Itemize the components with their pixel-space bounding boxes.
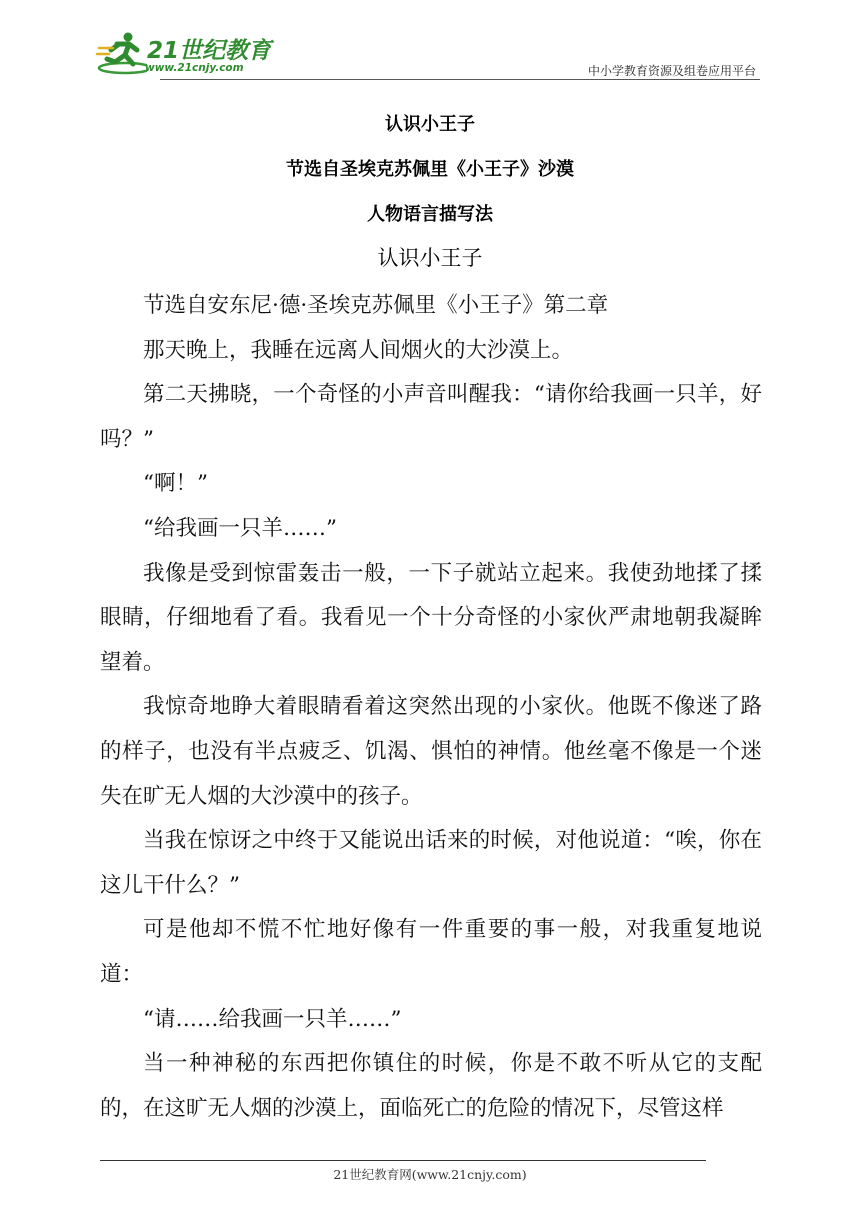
paragraph: 我像是受到惊雷轰击一般，一下子就站立起来。我使劲地揉了揉眼睛，仔细地看了看。我看见一个十分奇怪的小家伙严肃地朝我凝眸望着。 (100, 560, 762, 675)
paragraph: 节选自安东尼·德·圣埃克苏佩里《小王子》第二章 (143, 293, 609, 318)
heading-1: 认识小王子 (385, 114, 475, 135)
footer-divider (100, 1160, 706, 1161)
paragraph: 当一种神秘的东西把你镇住的时候，你是不敢不听从它的支配的，在这旷无人烟的沙漠上，面临死亡的危险的情况下，尽管这样 (100, 1051, 762, 1121)
logo-text: 21世纪教育 (147, 38, 272, 64)
header-divider (160, 79, 760, 80)
paragraph: “啊！” (143, 471, 208, 497)
logo-url: www.21cnjy.com (145, 62, 244, 74)
paragraph: 可是他却不慌不忙地好像有一件重要的事一般，对我重复地说道： (100, 917, 762, 987)
paragraph: “给我画一只羊……” (143, 515, 337, 541)
paragraph: 当我在惊讶之中终于又能说出话来的时候，对他说道：“唉，你在这儿干什么？” (100, 828, 762, 898)
page-header (95, 28, 760, 80)
document-body (100, 284, 762, 1131)
heading-2: 节选自圣埃克苏佩里《小王子》沙漠 (286, 159, 574, 180)
paragraph: 那天晚上，我睡在远离人间烟火的大沙漠上。 (143, 337, 574, 363)
paragraph: 第二天拂晓，一个奇怪的小声音叫醒我：“请你给我画一只羊，好吗？” (100, 382, 762, 452)
page-footer: 21世纪教育网(www.21cnjy.com) (333, 1167, 527, 1182)
paragraph: “请……给我画一只羊……” (143, 1006, 402, 1032)
site-name: 中小学教育资源及组卷应用平台 (587, 64, 756, 78)
site-logo (95, 28, 272, 78)
heading-3: 人物语言描写法 (367, 204, 493, 225)
running-figure-icon (95, 28, 147, 76)
paragraph: 我惊奇地睁大着眼睛看着这突然出现的小家伙。他既不像迷了路的样子，也没有半点疲乏、饥渴、惧怕的神情。他丝毫不像是一个迷失在旷无人烟的大沙漠中的孩子。 (100, 694, 762, 809)
document-title: 认识小王子 (377, 246, 483, 270)
